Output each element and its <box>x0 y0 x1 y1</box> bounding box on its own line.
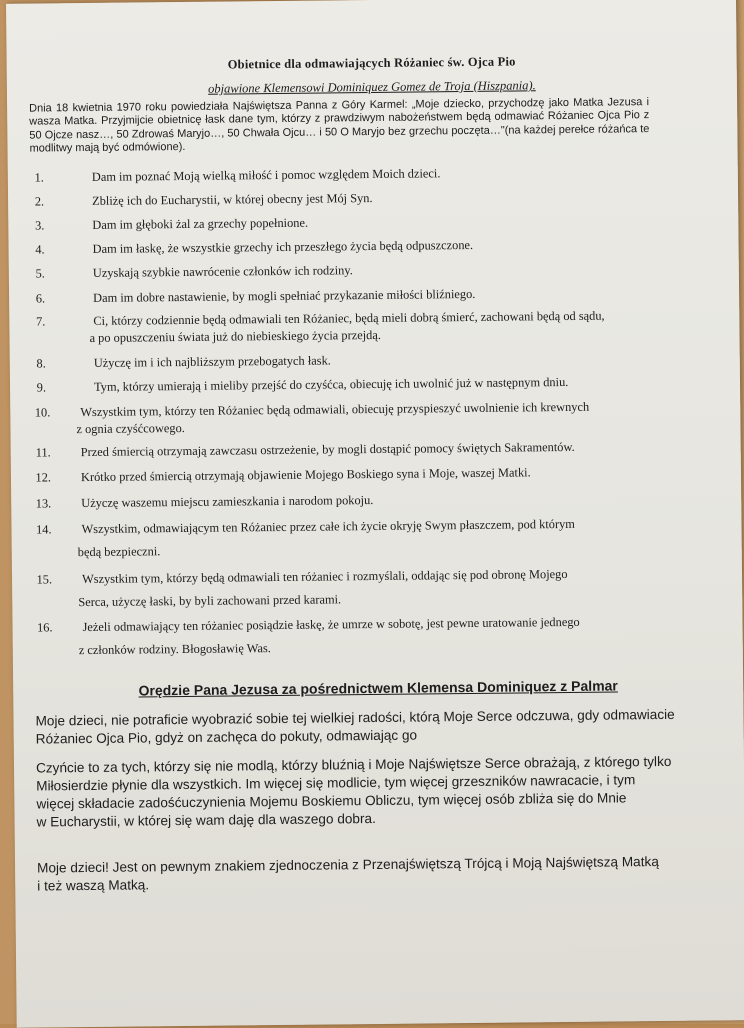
promise-item <box>11 488 741 511</box>
promise-number: 15. <box>36 572 53 587</box>
promise-number: 16. <box>36 620 53 635</box>
paragraph-line: w Eucharystii, w której się wam daję dla waszego dobra. <box>36 810 376 830</box>
promise-item <box>8 210 738 233</box>
promise-item <box>8 162 738 185</box>
promise-text <box>93 259 693 282</box>
promise-line: Przed śmiercią otrzymają zawczasu ostrzeżenie, by mogli dostąpić pomocy świętych Sakramentów. <box>80 439 575 460</box>
promise-number: 4. <box>35 242 45 257</box>
promise-text <box>77 515 681 560</box>
promise-item <box>11 462 741 485</box>
document-page <box>6 0 744 1028</box>
promise-line: Dam im łaskę, że wszystkie grzechy ich przeszłego życia będą odpuszczone. <box>92 237 474 256</box>
promise-number: 6. <box>35 291 46 306</box>
promise-line: Serca, użyczę łaski, by byli zachowani przed karami. <box>78 591 342 609</box>
promise-text <box>89 307 693 346</box>
promise-number: 12. <box>35 470 52 485</box>
paragraph-line: i też waszą Matką. <box>37 877 150 894</box>
promise-text <box>92 163 692 186</box>
promise-item <box>12 612 742 657</box>
promise-item <box>11 437 741 460</box>
promise-line: Dam im głęboki żal za grzechy popełnione. <box>92 215 309 232</box>
promise-item <box>9 258 739 281</box>
message-paragraph <box>35 705 725 748</box>
promise-text <box>92 211 692 234</box>
message-paragraph <box>37 852 727 895</box>
promise-item <box>10 397 740 436</box>
promise-item <box>11 514 741 559</box>
promise-item <box>10 372 740 395</box>
promise-number: 13. <box>35 496 52 511</box>
promise-line: Ci, którzy codziennie będą odmawiali ten Różaniec, będą mieli dobrą śmierć, zachowani będą od sądu, <box>93 308 605 328</box>
promise-text <box>94 349 694 372</box>
promise-line: a po opuszczeniu świata już do niebieskiego życia przejdą. <box>89 327 381 345</box>
promise-text <box>93 284 693 307</box>
promise-line: Dam im poznać Moją wielką miłość i pomoc względem Moich dzieci. <box>91 166 441 184</box>
promise-item <box>9 234 739 257</box>
promise-text <box>78 613 682 658</box>
promise-line: Uzyskają szybkie nawrócenie członków ich rodziny. <box>92 263 353 280</box>
promise-line: Dam im dobre nastawienie, by mogli spełniać przykazanie miłości bliźniego. <box>93 286 476 305</box>
promise-text <box>93 235 693 258</box>
promise-number: 5. <box>35 266 45 281</box>
document-subtitle: objawione Klemensowi Dominiquez Gomez de Troja (Hiszpania). <box>208 78 536 96</box>
promise-item <box>10 348 740 371</box>
promise-item <box>9 283 739 306</box>
promise-text <box>81 463 681 486</box>
promise-number: 7. <box>35 314 46 329</box>
promise-number: 9. <box>36 380 47 395</box>
promise-line: Tym, którzy umierają i mieliby przejść do czyśćca, obiecuję ich uwolnić już w następnym dniu. <box>93 374 569 394</box>
promise-line: Wszystkim tym, którzy ten Różaniec będą odmawiali, obiecuję przyspieszyć uwolnienie ich krewnych <box>80 399 590 420</box>
promise-line: Krótko przed śmiercią otrzymają objawienie Mojego Boskiego syna i Moje, waszej Matki. <box>80 465 531 485</box>
paragraph-line: Miłosierdzie płynie dla wszystkich. Im więcej się modlicie, tym więcej grzeszników nawracacie, i tym <box>36 772 636 794</box>
promise-line: z członków rodziny. Błogosławię Was. <box>78 640 271 657</box>
promise-number: 3. <box>34 218 45 233</box>
promise-line: Jeżeli odmawiający ten różaniec posiądzie łaskę, że umrze w sobotę, jest pewne uratowanie jednego <box>82 614 580 635</box>
promise-line: Użyczę im i ich najbliższym przebogatych łask. <box>93 353 331 370</box>
promise-line: będą bezpieczni. <box>77 543 161 559</box>
promise-item <box>12 564 742 609</box>
paragraph-line: Moje dzieci, nie potraficie wyobrazić sobie tej wielkiej radości, którą Moje Serce odczuwa, gdy odmawiacie <box>35 706 675 729</box>
promise-line: Użyczę waszemu miejscu zamieszkania i narodom pokoju. <box>81 493 374 511</box>
message-paragraph <box>36 752 727 831</box>
promise-number: 10. <box>34 405 51 420</box>
promise-text <box>76 398 680 437</box>
paragraph-line: Czyńcie to za tych, którzy się nie modlą, którzy bluźnią i Moje Najświętsze Serce obrażają, z którego tylko <box>35 753 672 776</box>
promise-number: 1. <box>34 170 44 185</box>
promise-line: Zbliżę ich do Eucharystii, w której obecny jest Mój Syn. <box>92 190 373 208</box>
promise-text <box>94 373 694 396</box>
paragraph-line: więcej składacie zadośćuczynienia Mojemu Boskiemu Obliczu, tym więcej osób zbliża się do Mnie <box>36 790 627 812</box>
promise-number: 2. <box>34 194 45 209</box>
promise-text <box>81 438 681 461</box>
intro-paragraph: Dnia 18 kwietnia 1970 roku powiedziała Najświętsza Panna z Góry Karmel: „Moje dziecko, przychodzę jako Matka Jezusa i wasza Matka. Przyjmijcie obietnicę łask dane tym, którzy z prawdziwym nabożeństwem będą odmawiać Różaniec Ojca Pio z 50 Ojcze nasz…, 50 Zdrowaś Maryjo…, 50 Chwała Ojcu… i 50 O Maryjo bez grzechu poczęta…"(na każdej perełce różańca te modlitwy mają być odmówione). <box>29 96 650 155</box>
promise-text <box>78 565 682 610</box>
promise-line: z ognia czyśćcowego. <box>76 420 185 436</box>
promise-number: 8. <box>36 356 46 371</box>
message-heading: Orędzie Pana Jezusa za pośrednictwem Klemensa Dominiquez z Palmar <box>138 677 618 699</box>
paragraph-line: Różaniec Ojca Pio, gdyż on zachęca do pokuty, odmawiając go <box>35 727 418 747</box>
promise-line: Wszystkim, odmawiającym ten Różaniec przez całe ich życie okryję Swym płaszczem, pod którym <box>81 516 575 537</box>
promise-item <box>8 186 738 209</box>
promise-text <box>81 489 681 512</box>
paragraph-line: Moje dzieci! Jest on pewnym znakiem zjednoczenia z Przenajświętszą Trójcą i Moją Najświętszą Matką <box>36 854 659 876</box>
promise-line: Wszystkim tym, którzy będą odmawiali ten różaniec i rozmyślali, oddając się pod obronę Mojego <box>81 566 568 587</box>
promise-item <box>9 306 739 345</box>
promise-text <box>92 187 692 210</box>
document-title: Obietnice dla odmawiających Różaniec św. Ojca Pio <box>227 54 516 72</box>
promise-number: 11. <box>35 445 51 460</box>
promise-number: 14. <box>35 522 52 537</box>
